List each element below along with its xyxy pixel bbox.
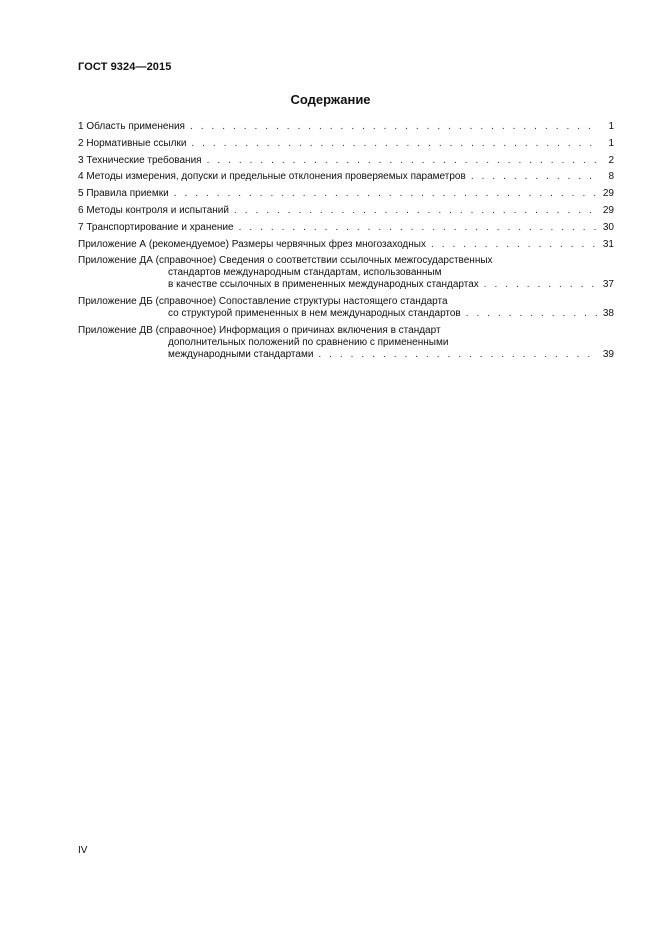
toc-entry-text: Приложение ДБ (справочное) Сопоставление структуры настоящего стандарта [78, 296, 448, 308]
toc-entry-text: 2 Нормативные ссылки [78, 137, 187, 149]
toc-entry-text: дополнительных положений по сравнению с примененными [168, 336, 449, 348]
toc-entry[interactable] [78, 138, 614, 155]
toc-page-number: 37 [602, 279, 614, 291]
toc-entry-text: стандартов международным стандартам, использованным [168, 267, 442, 279]
toc-page-number: 31 [602, 238, 614, 250]
toc-page-number: 29 [602, 204, 614, 216]
toc-entry[interactable] [78, 188, 614, 205]
toc-entry[interactable] [78, 121, 614, 138]
toc-page-number: 38 [602, 308, 614, 320]
toc-page-number: 29 [602, 188, 614, 200]
toc-page-number: 1 [608, 121, 614, 132]
toc-entry[interactable] [78, 325, 614, 361]
leader-dots [318, 349, 597, 361]
toc-entry-text: 7 Транспортирование и хранение [78, 221, 234, 233]
toc-entry-text: Приложение ДВ (справочное) Информация о причинах включения в стандарт [78, 324, 441, 336]
toc-entry-text: Приложение ДА (справочное) Сведения о соответствии ссылочных межгосударственных [78, 255, 493, 267]
toc-page-number: 30 [602, 221, 614, 233]
toc-entry[interactable] [78, 205, 614, 222]
toc-entry-text: 5 Правила приемки [78, 188, 169, 200]
toc-entry[interactable] [78, 239, 614, 256]
leader-dots [431, 239, 598, 251]
leader-dots [239, 222, 598, 234]
leader-dots [471, 171, 599, 183]
leader-dots [234, 205, 598, 217]
toc-page-number: 1 [608, 137, 614, 149]
toc-entry[interactable] [78, 296, 614, 320]
leader-dots [190, 121, 599, 133]
leader-dots [466, 308, 598, 320]
toc-page-number: 8 [608, 171, 614, 183]
toc-entry-text: 3 Технические требования [78, 154, 202, 166]
toc-entry-text: Приложение А (рекомендуемое) Размеры червячных фрез многозаходных [78, 238, 426, 250]
page-number: IV [78, 845, 88, 856]
toc-page-number: 2 [608, 154, 614, 166]
toc-entry[interactable] [78, 155, 614, 172]
leader-dots [207, 155, 599, 167]
toc-entry[interactable] [78, 171, 614, 188]
table-of-contents [78, 121, 614, 366]
toc-entry-text: 6 Методы контроля и испытаний [78, 204, 229, 216]
toc-entry[interactable] [78, 222, 614, 239]
leader-dots [484, 279, 598, 291]
leader-dots [191, 138, 599, 150]
toc-entry-text: в качестве ссылочных в примененных международных стандартах [168, 279, 479, 291]
toc-entry-text: 1 Область применения [78, 121, 185, 132]
leader-dots [174, 188, 598, 200]
toc-entry-text: 4 Методы измерения, допуски и предельные отклонения проверяемых параметров [78, 171, 466, 183]
toc-entry-text: со структурой примененных в нем международных стандартов [168, 308, 461, 320]
toc-entry[interactable] [78, 255, 614, 291]
toc-entry-text: международными стандартами [168, 348, 314, 360]
standard-code: ГОСТ 9324—2015 [78, 61, 172, 73]
toc-title: Содержание [290, 92, 371, 107]
toc-page-number: 39 [602, 348, 614, 360]
